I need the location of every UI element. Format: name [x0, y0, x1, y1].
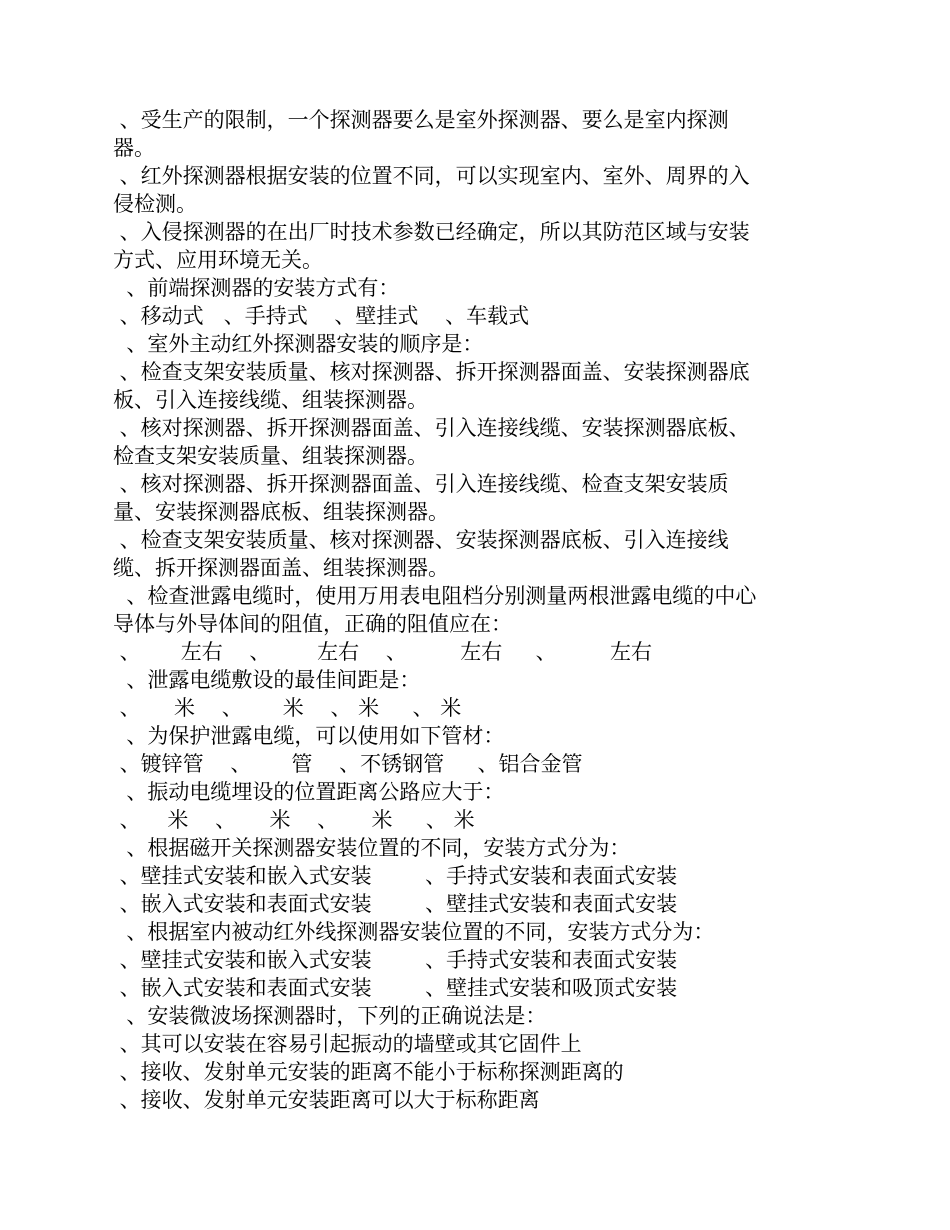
text-line: 、入侵探测器的在出厂时技术参数已经确定，所以其防范区域与安装: [113, 220, 750, 244]
option-line: 、检查支架安装质量、核对探测器、拆开探测器面盖、安装探测器底: [113, 360, 750, 384]
option-line: 量、安装探测器底板、组装探测器。: [113, 500, 449, 524]
option-line: 、嵌入式安装和表面式安装 、壁挂式安装和吸顶式安装: [113, 976, 678, 1000]
option-line: 、接收、发射单元安装距离可以大于标称距离: [113, 1088, 540, 1112]
text-line: 、红外探测器根据安装的位置不同，可以实现室内、室外、周界的入: [113, 164, 750, 188]
option-line: 、接收、发射单元安装的距离不能小于标称探测距离的: [113, 1060, 624, 1084]
question-heading: 、前端探测器的安装方式有：: [113, 276, 400, 300]
question-heading: 、振动电缆埋设的位置距离公路应大于：: [113, 780, 505, 804]
option-line: 、壁挂式安装和嵌入式安装 、手持式安装和表面式安装: [113, 948, 678, 972]
question-heading: 、为保护泄露电缆，可以使用如下管材：: [113, 724, 505, 748]
option-line: 、壁挂式安装和嵌入式安装 、手持式安装和表面式安装: [113, 864, 678, 888]
question-heading: 、根据磁开关探测器安装位置的不同，安装方式分为：: [113, 836, 631, 860]
question-heading: 、根据室内被动红外线探测器安装位置的不同，安装方式分为：: [113, 920, 715, 944]
option-line: 检查支架安装质量、组装探测器。: [113, 444, 428, 468]
option-line: 、嵌入式安装和表面式安装 、壁挂式安装和表面式安装: [113, 892, 678, 916]
question-heading: 、安装微波场探测器时，下列的正确说法是：: [113, 1004, 547, 1028]
question-heading: 、泄露电缆敷设的最佳间距是：: [113, 668, 421, 692]
text-line: 、受生产的限制，一个探测器要么是室外探测器、要么是室内探测: [113, 108, 729, 132]
option-line: 、 米 、 米 、 米 、 米: [113, 696, 462, 720]
option-line: 、移动式 、手持式 、壁挂式 、车载式: [113, 304, 530, 328]
option-line: 板、引入连接线缆、组装探测器。: [113, 388, 428, 412]
text-line: 器。: [113, 136, 155, 160]
text-line: 侵检测。: [113, 192, 197, 216]
option-line: 、 左右 、 左右 、 左右 、 左右: [113, 640, 653, 664]
option-line: 、检查支架安装质量、核对探测器、安装探测器底板、引入连接线: [113, 528, 729, 552]
option-line: 、其可以安装在容易引起振动的墙壁或其它固件上: [113, 1032, 582, 1056]
text-line: 方式、应用环境无关。: [113, 248, 323, 272]
question-heading: 、检查泄露电缆时，使用万用表电阻档分别测量两根泄露电缆的中心: [113, 584, 757, 608]
option-line: 、 米 、 米 、 米 、 米: [113, 808, 475, 832]
option-line: 、镀锌管 、 管 、不锈钢管 、铝合金管: [113, 752, 583, 776]
option-line: 、核对探测器、拆开探测器面盖、引入连接线缆、检查支架安装质: [113, 472, 729, 496]
question-heading: 导体与外导体间的阻值，正确的阻值应在：: [113, 612, 512, 636]
option-line: 缆、拆开探测器面盖、组装探测器。: [113, 556, 449, 580]
option-line: 、核对探测器、拆开探测器面盖、引入连接线缆、安装探测器底板、: [113, 416, 750, 440]
question-heading: 、室外主动红外探测器安装的顺序是：: [113, 332, 484, 356]
